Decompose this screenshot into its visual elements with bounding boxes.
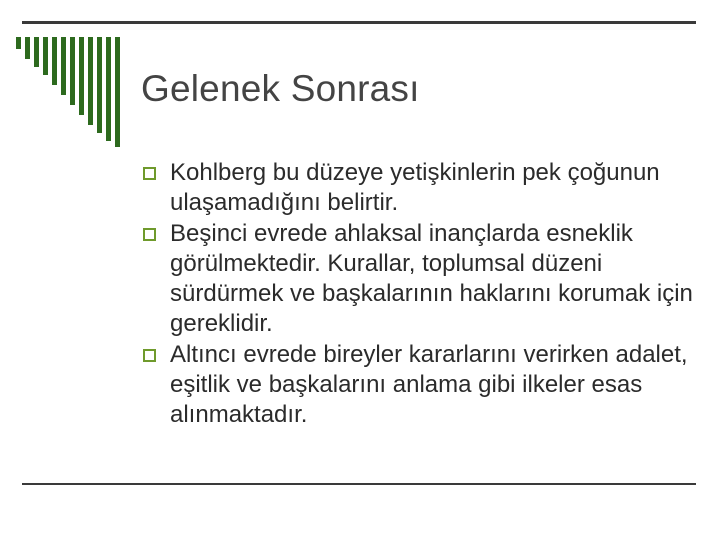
stripe	[16, 37, 21, 49]
stripe	[61, 37, 66, 95]
bullet-text: Kohlberg bu düzeye yetişkinlerin pek çoğunun ulaşamadığını belirtir.	[170, 159, 660, 217]
stripe	[79, 37, 84, 115]
stripe	[70, 37, 75, 105]
stripe	[34, 37, 39, 67]
bullet-item	[141, 158, 701, 219]
bullet-list	[141, 158, 701, 431]
stripe	[43, 37, 48, 75]
square-bullet-icon	[143, 349, 156, 362]
square-bullet-icon	[143, 228, 156, 241]
square-bullet-icon	[143, 167, 156, 180]
stripe	[25, 37, 30, 59]
decorative-stripes	[16, 37, 122, 147]
stripe	[97, 37, 102, 133]
stripe	[52, 37, 57, 85]
bullet-item	[141, 219, 701, 340]
stripe	[115, 37, 120, 147]
bullet-text: Beşinci evrede ahlaksal inançlarda esneklik görülmektedir. Kurallar, toplumsal düzeni sürdürmek ve başkalarının haklarını korumak için gereklidir.	[170, 219, 693, 338]
bullet-text: Altıncı evrede bireyler kararlarını verirken adalet, eşitlik ve başkalarını anlama gibi ilkeler esas alınmaktadır.	[170, 340, 688, 429]
top-divider	[22, 21, 696, 24]
stripe	[106, 37, 111, 141]
bottom-divider	[22, 483, 696, 485]
bullet-item	[141, 340, 701, 431]
stripe	[88, 37, 93, 125]
slide-title: Gelenek Sonrası	[141, 68, 420, 109]
